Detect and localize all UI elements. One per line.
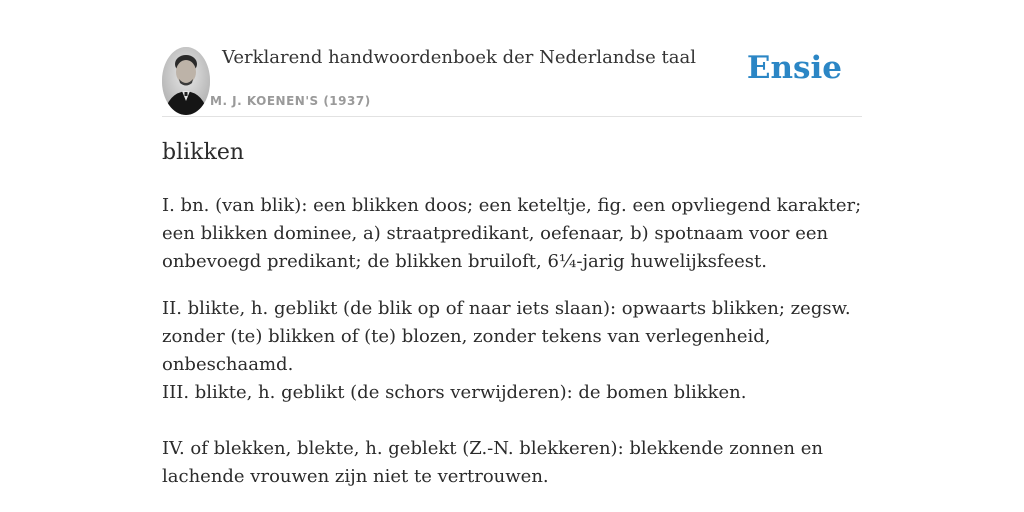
- author-portrait: [162, 47, 210, 115]
- page-header: [162, 40, 862, 117]
- definition-3: III. blikte, h. geblikt (de schors verwijderen): de bomen blikken.: [162, 382, 747, 403]
- book-author: M. J. KOENEN'S (1937): [210, 94, 371, 108]
- definition-1: I. bn. (van blik): een blikken doos; een keteltje, fig. een opvliegend karakter; een blikken dominee, a) straatpredikant, oefenaar, b) spotnaam voor een onbevoegd predikant; de blikken bruiloft, 6¼-jarig huwelijksfeest.: [162, 195, 862, 272]
- definition-4: IV. of blekken, blekte, h. geblekt (Z.-N. blekkeren): blekkende zonnen en lachende vrouwen zijn niet te vertrouwen.: [162, 438, 823, 487]
- entry-headword: blikken: [162, 140, 245, 165]
- ensie-logo-link[interactable]: Ensie: [746, 50, 842, 86]
- definition-2: II. blikte, h. geblikt (de blik op of naar iets slaan): opwaarts blikken; zegsw. zonder (te) blikken of (te) blozen, zonder tekens van verlegenheid, onbeschaamd.: [162, 298, 851, 375]
- book-title: Verklarend handwoordenboek der Nederlandse taal: [222, 47, 696, 68]
